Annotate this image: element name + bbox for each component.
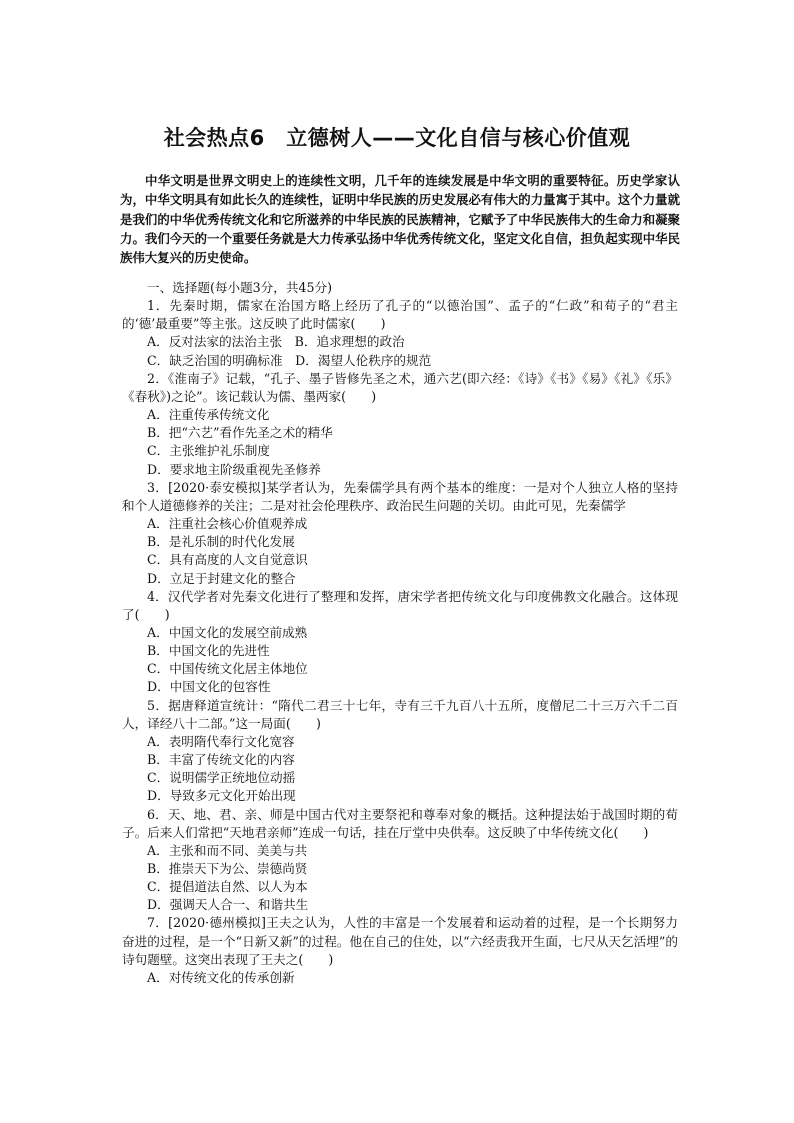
section-heading: 一、选择题(每小题3分，共45分) — [147, 280, 332, 295]
question-item — [122, 370, 678, 479]
option-line: C．中国传统文化居主体地位 — [147, 661, 308, 677]
question-item — [122, 806, 678, 915]
question-item — [122, 588, 678, 697]
page-title: 社会热点6 立德树人——文化自信与核心价值观 — [163, 126, 631, 150]
option-line: A．对传统文化的传承创新 — [147, 969, 295, 985]
option-line: C．说明儒学正统地位动摇 — [147, 770, 296, 786]
option-line: C．具有高度的人文自觉意识 — [147, 552, 308, 568]
option-line: B．是礼乐制的时代化发展 — [147, 534, 295, 550]
option-line: D．强调天人合一、和谐共生 — [147, 897, 309, 913]
question-stem: 3．[2020·泰安模拟]某学者认为，先秦儒学具有两个基本的维度：一是对个人独立人格的坚持和个人道德修养的关注；二是对社会伦理秩序、政治民生问题的关切。由此可见，先秦儒学 — [122, 479, 678, 513]
question-section — [122, 279, 678, 987]
question-item — [122, 297, 678, 370]
question-stem: 5．据唐释道宣统计：“隋代二君三十七年，寺有三千九百八十五所，度僧尼二十三万六千二百人，译经八十二部。”这一局面( ) — [122, 697, 678, 731]
option-line: B．丰富了传统文化的内容 — [147, 752, 295, 768]
option-line: A．反对法家的法治主张 B．追求理想的政治 — [147, 334, 405, 350]
option-line: D．导致多元文化开始出现 — [147, 788, 296, 804]
question-stem: 6．天、地、君、亲、师是中国古代对主要祭祀和尊奉对象的概括。这种提法始于战国时期的荀子。后来人们常把“天地君亲师”连成一句话，挂在厅堂中央供奉。这反映了中华传统文化( ) — [122, 806, 678, 840]
option-line: D．立足于封建文化的整合 — [147, 570, 296, 586]
option-line: B．推崇天下为公、崇德尚贤 — [147, 861, 308, 876]
option-line: C．提倡道法自然、以人为本 — [147, 879, 308, 895]
option-line: C．缺乏治国的明确标准 D．渴望人伦秩序的规范 — [147, 352, 432, 368]
option-line: D．要求地主阶级重视先圣修养 — [147, 461, 321, 477]
option-line: A．注重传承传统文化 — [147, 407, 270, 423]
intro-paragraph: 中华文明是世界文明史上的连续性文明，几千年的连续发展是中华文明的重要特征。历史学家认为，中华文明具有如此长久的连续性，证明中华民族的历史发展必有伟大的力量寓于其中。这个力量就是我们的中华优秀传统文化和它所滋养的中华民族的民族精神，它赋予了中华民族伟大的生命力和凝聚力。我们今天的一个重要任务就是大力传承弘扬中华优秀传统文化，坚定文化自信，担负起实现中华民族伟大复兴的历史使命。 — [120, 173, 680, 266]
option-line: C．主张维护礼乐制度 — [147, 443, 270, 459]
option-line: B．中国文化的先进性 — [147, 643, 270, 659]
question-item — [122, 914, 678, 987]
option-line: A．注重社会核心价值观养成 — [147, 516, 308, 532]
question-item — [122, 697, 678, 806]
question-stem: 2．《淮南子》记载，“孔子、墨子皆修先圣之术，通六艺(即六经：《诗》《书》《易》《礼》《乐》《春秋》)之论”。该记载认为儒、墨两家( ) — [122, 370, 678, 404]
question-stem: 4．汉代学者对先秦文化进行了整理和发挥，唐宋学者把传统文化与印度佛教文化融合。这体现了( ) — [122, 588, 678, 622]
question-item — [122, 479, 678, 588]
question-stem: 1．先秦时期，儒家在治国方略上经历了孔子的“以德治国”、孟子的“仁政”和荀子的“君主的‘德’最重要”等主张。这反映了此时儒家( ) — [122, 298, 678, 332]
option-line: D．中国文化的包容性 — [147, 679, 271, 695]
option-line: A．中国文化的发展空前成熟 — [147, 624, 308, 640]
option-line: A．表明隋代奉行文化宽容 — [147, 733, 295, 749]
option-line: A．主张和而不同、美美与共 — [147, 842, 308, 858]
question-stem: 7．[2020·德州模拟]王夫之认为，人性的丰富是一个发展着和运动着的过程，是一个长期努力奋进的过程，是一个“日新又新”的过程。他在自己的住处，以“六经责我开生面，七尺从天乞活埋”的诗句题壁。这突出表现了王夫之( ) — [122, 915, 678, 967]
option-line: B．把“六艺”看作先圣之术的精华 — [147, 425, 333, 441]
